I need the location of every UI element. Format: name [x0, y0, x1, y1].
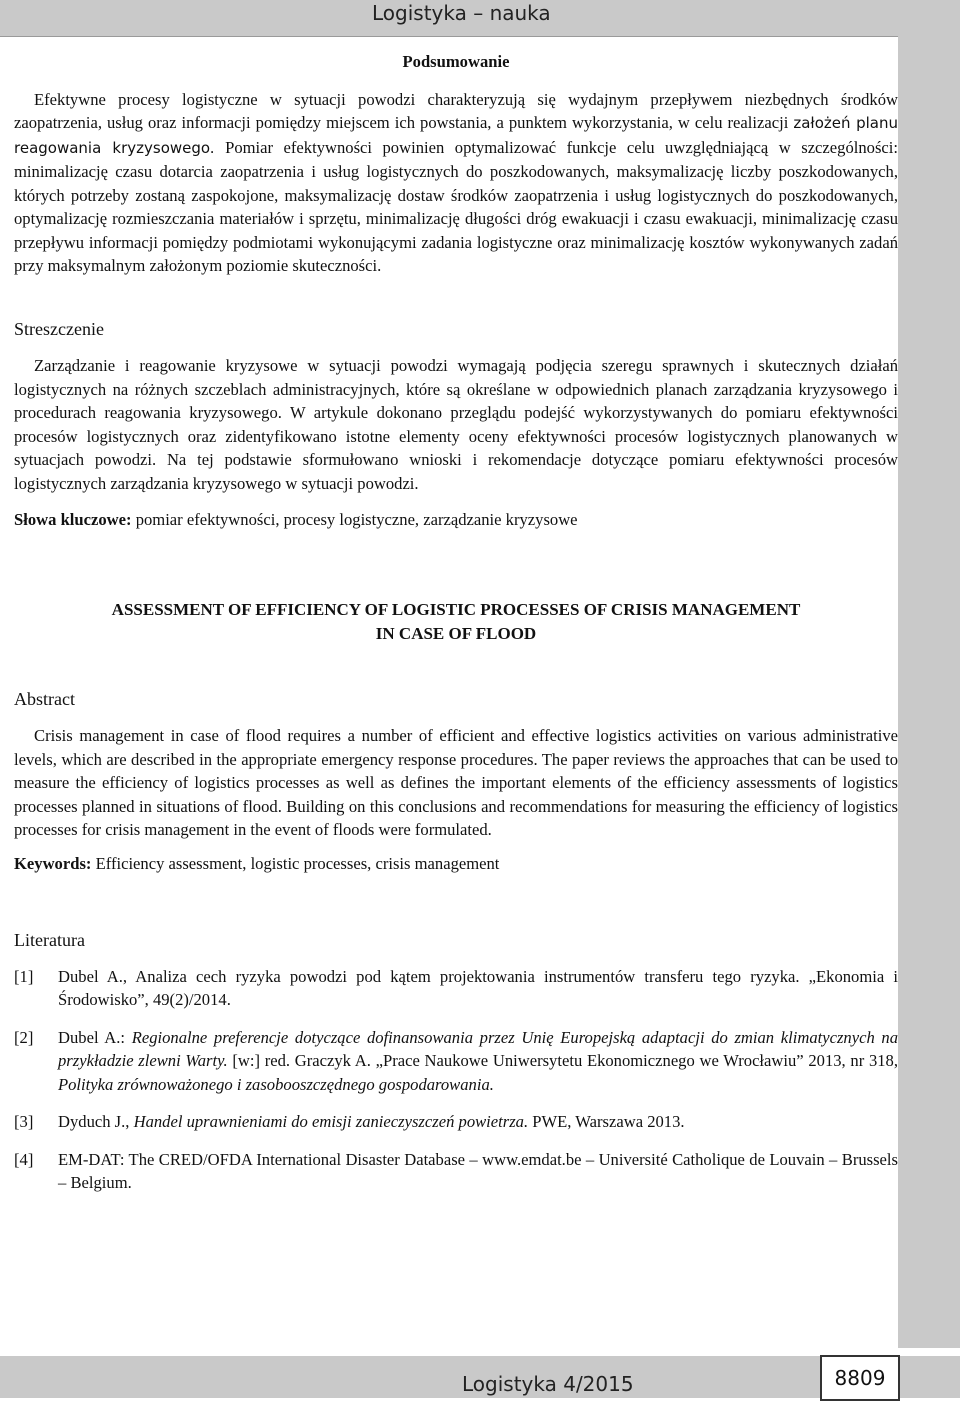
reference-publisher: PWE, Warszawa 2013. [528, 1112, 685, 1131]
summary-heading: Podsumowanie [402, 52, 510, 71]
keywords-pl-text: pomiar efektywności, procesy logistyczne, zarządzanie kryzysowe [131, 510, 578, 529]
header-bar [0, 0, 960, 37]
keywords-en-text: Efficiency assessment, logistic processes, crisis management [91, 853, 500, 873]
abstract-en-heading: Abstract [14, 688, 75, 709]
reference-list [14, 965, 898, 1195]
reference-item [14, 965, 898, 1012]
reference-source: [w:] red. Graczyk A. „Prace Naukowe Uniwersytetu Ekonomicznego we Wrocławiu” 2013, nr 318, [227, 1051, 898, 1070]
reference-item [14, 1110, 898, 1134]
english-title-line1: ASSESSMENT OF EFFICIENCY OF LOGISTIC PROCESSES OF CRISIS MANAGEMENT [111, 599, 801, 619]
summary-paragraph [14, 88, 898, 278]
page-number: 8809 [820, 1355, 900, 1401]
summary-text-2: założeń planu reagowania kryzysowego. [14, 114, 899, 157]
reference-text: Dubel A., Analiza cech ryzyka powodzi pod kątem projektowania instrumentów transferu tego ryzyka. „Ekonomia i Środowisko”, 49(2)/2014. [58, 966, 898, 1009]
running-header-title: Logistyka – nauka [372, 1, 551, 25]
abstract-pl-heading: Streszczenie [14, 318, 104, 339]
keywords-pl-label: Słowa kluczowe: [14, 510, 132, 529]
reference-number: [1] [14, 966, 34, 986]
abstract-en-paragraph: Crisis management in case of flood requires a number of efficient and effective logistics activities on various administrative levels, which are described in the appropriate emergency response procedures. The paper reviews the approaches that can be used to measure the efficiency of logistics processes as well as defines the important elements of the efficiency assessments of logistics processes planned in situations of flood. Building on this conclusions and recommendations for measuring the efficiency of logistics processes for crisis management in the event of floods were formulated. [14, 726, 898, 839]
literature-heading: Literatura [14, 930, 85, 950]
keywords-pl [14, 508, 898, 532]
reference-title: Regionalne preferencje dotyczące dofinansowania przez Unię Europejską adaptacji do zmian klimatycznych na przykładzie zlewni Warty. [58, 1027, 898, 1070]
reference-author: Dubel A.: [58, 1027, 132, 1047]
reference-title: Handel uprawnieniami do emisji zanieczyszczeń powietrza. [133, 1112, 529, 1131]
reference-number: [3] [14, 1112, 34, 1131]
summary-text-3: Pomiar efektywności powinien optymalizować funkcje celu uwzględniającą w szczególności: minimalizację czasu dotarcia zaopatrzenia i usług logistycznych do poszkodowanych, maksymalizację liczby poszkodowanych, których potrzeby zostaną zaspokojone, maksymalizację dostaw środków zaopatrzenia i usług logistycznych do poszkodowanych, optymalizację rozmieszczania materiałów i sprzętu, minimalizację długości dróg ewakuacji i czasu ewakuacji, minimalizację czasu przepływu informacji pomiędzy podmiotami wykonującymi zadania logistyczne oraz minimalizację kosztów wykonywanych zadań przy maksymalnym założonym poziomie skuteczności. [14, 137, 898, 275]
right-margin-strip [898, 36, 960, 1348]
reference-number: [2] [14, 1027, 34, 1047]
english-title-line2: IN CASE OF FLOOD [375, 623, 537, 643]
keywords-en [14, 852, 898, 876]
keywords-en-label: Keywords: [14, 853, 92, 873]
abstract-pl-paragraph: Zarządzanie i reagowanie kryzysowe w sytuacji powodzi wymagają podjęcia szeregu sprawnych i skutecznych działań logistycznych na różnych szczeblach administracyjnych, które są określane w odpowiednich planach zarządzania kryzysowego i procedurach reagowania kryzysowego. W artykule dokonano przeglądu podejść wykorzystywanych do pomiaru efektywności procesów logistycznych oraz zidentyfikowano istotne elementy oceny efektywności procesów logistycznych planowanych w sytuacjach powodzi. Na tej podstawie sformułowano wnioski i rekomendacje dotyczące pomiaru efektywności procesów logistycznych zarządzania kryzysowego w sytuacji powodzi. [14, 356, 898, 493]
reference-author: Dyduch J., [58, 1112, 134, 1131]
article-content [14, 36, 898, 1195]
footer-journal-name: Logistyka 4/2015 [462, 1372, 634, 1396]
reference-text: EM-DAT: The CRED/OFDA International Disaster Database – www.emdat.be – Université Catholique de Louvain – Brussels – Belgium. [58, 1149, 898, 1192]
summary-text-1: Efektywne procesy logistyczne w sytuacji powodzi charakteryzują się wydajnym przepływem niezbędnych środków zaopatrzenia, usług oraz informacji pomiędzy miejscem ich powstania, a punktem wykorzystania, w celu realizacji [14, 89, 898, 132]
reference-item [14, 1026, 898, 1097]
reference-series: Polityka zrównoważonego i zasobooszczędnego gospodarowania. [58, 1074, 494, 1094]
reference-number: [4] [14, 1149, 34, 1169]
reference-item [14, 1148, 898, 1195]
